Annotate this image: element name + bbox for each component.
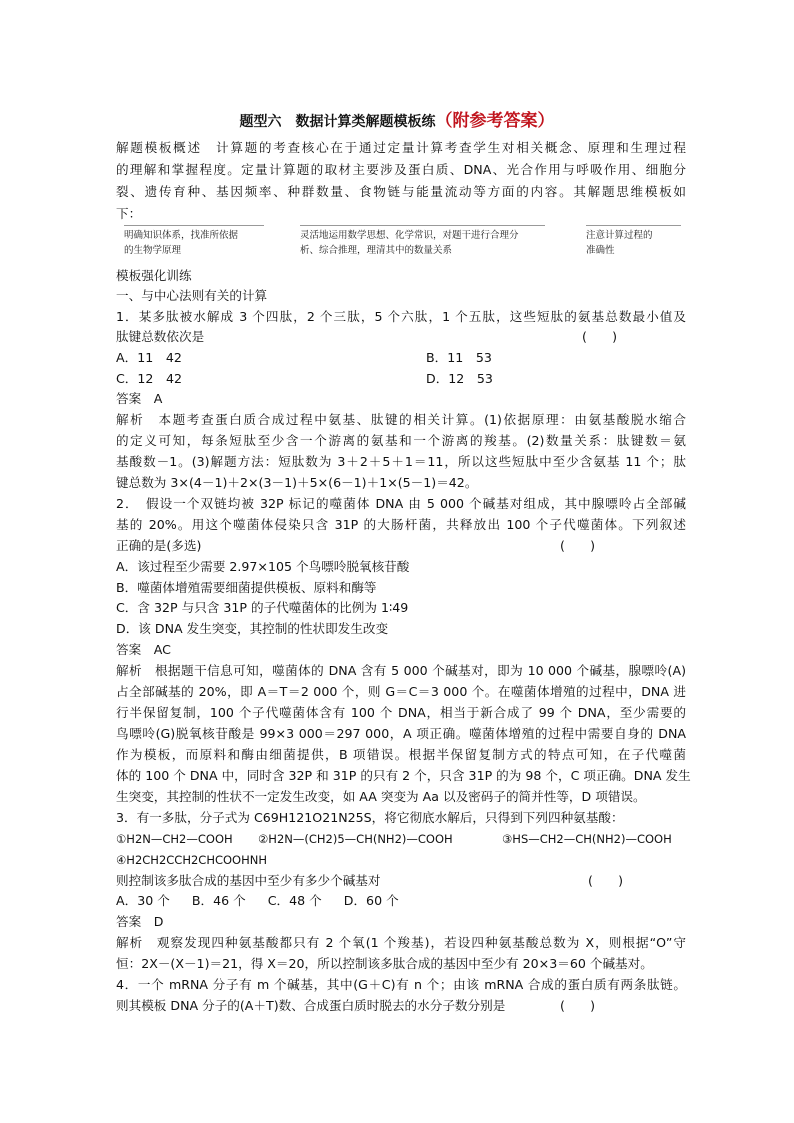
- overview-line: 的理解和掌握程度。定量计算题的取材主要涉及蛋白质、DNA、光合作用与呼吸作用、细胞分: [116, 162, 686, 177]
- q4-stem: 4．一个 mRNA 分子有 m 个碱基，其中(G＋C)有 n 个；由该 mRNA 合成的蛋白质有两条肽链。: [116, 977, 686, 992]
- q2-stem: 基的 20%。用这个噬菌体侵染只含 31P 的大肠杆菌，共释放出 100 个子代噬菌体。下列叙述: [116, 517, 686, 532]
- q3-stem: 3．有一多肽，分子式为 C69H121O21N25S，将它彻底水解后，只得到下列四种氨基酸：: [116, 810, 624, 825]
- q4-answer-blank: ( ): [560, 998, 596, 1013]
- section-heading: 模板强化训练: [116, 268, 192, 283]
- q2-analysis-line: 作为模板，而原料和酶由细菌提供，B 项错误。根据半保留复制方式的特点可知，在子代噬菌: [116, 747, 686, 762]
- q2-analysis-line: 解析 根据题干信息可知，噬菌体的 DNA 含有 5 000 个碱基对，即为 10 000 个碱基，腺嘌呤(A): [116, 663, 686, 678]
- q1-option-b: B．11 53: [426, 350, 492, 365]
- q3-amino-acid-3: ③HS—CH2—CH(NH2)—COOH: [502, 832, 672, 846]
- page-title: [0, 106, 794, 131]
- q3-option-d: D．60 个: [343, 893, 399, 908]
- q4-stem: 则其模板 DNA 分子的(A＋T)数、合成蛋白质时脱去的水分子数分别是: [116, 998, 506, 1013]
- q3-answer-blank: ( ): [588, 873, 624, 888]
- q3-amino-acid-1: ①H2N—CH2—COOH: [116, 832, 233, 846]
- q1-options-row: [116, 348, 686, 368]
- q1-option-c: C．12 42: [116, 371, 183, 386]
- flow-step-2: 灵活地运用数学思想、化学常识，对题干进行合理分 析、综合推理，理清其中的数量关系: [300, 228, 560, 258]
- q1-option-d: D．12 53: [426, 371, 493, 386]
- q1-analysis-line: 的定义可知，每条短肽至少含一个游离的氨基和一个游离的羧基。(2)数量关系：肽键数＝氨: [116, 433, 686, 448]
- q1-analysis-line: 键总数为 3×(4－1)＋2×(3－1)＋5×(6－1)＋1×(5－1)＝42。: [116, 475, 478, 490]
- q2-analysis-line: 鸟嘌呤(G)脱氧核苷酸是 99×3 000＝297 000，A 项正确。噬菌体增殖的过程中需要自身的 DNA: [116, 726, 686, 741]
- q2-answer: 答案 AC: [116, 642, 171, 657]
- q1-options-row: [116, 369, 686, 389]
- q2-analysis-line: 占全部碱基的 20%，即 A＝T＝2 000 个，则 G＝C＝3 000 个。在噬菌体增殖的过程中，DNA 进: [116, 684, 686, 699]
- q1-analysis-line: 解析 本题考查蛋白质合成过程中氨基、肽键的相关计算。(1)依据原理：由氨基酸脱水缩合: [116, 412, 686, 427]
- overview-line: 裂、遗传育种、基因频率、种群数量、食物链与能量流动等方面的内容。其解题思维模板如: [116, 184, 686, 199]
- q2-option-a: A．该过程至少需要 2.97×105 个鸟嘌呤脱氧核苷酸: [116, 559, 410, 574]
- q3-answer: 答案 D: [116, 914, 164, 929]
- q3-amino-acid-row: [116, 829, 686, 849]
- q2-answer-blank: ( ): [560, 538, 596, 553]
- q3-option-c: C．48 个: [267, 893, 322, 908]
- q1-stem: 肽键总数依次是: [116, 329, 205, 344]
- title-main: 题型六 数据计算类解题模板练: [239, 114, 436, 130]
- q1-stem: 1．某多肽被水解成 3 个四肽，2 个三肽，5 个六肽，1 个五肽，这些短肽的氨基总数最小值及: [116, 309, 686, 324]
- section-subheading: 一、与中心法则有关的计算: [116, 288, 268, 303]
- q2-analysis-line: 行半保留复制，100 个子代噬菌体含有 100 个 DNA，相当于新合成了 99 个 DNA，至少需要的: [116, 705, 686, 720]
- flow-step-1: 明确知识体系，找准所依据 的生物学原理: [124, 228, 274, 258]
- q3-option-a: A．30 个: [116, 893, 170, 908]
- q3-analysis-line: 恒：2X－(X－1)＝21，得 X＝20，所以控制该多肽合成的基因中至少有 20×3＝60 个碱基对。: [116, 956, 653, 971]
- overview-line: 解题模板概述 计算题的考查核心在于通过定量计算考查学生对相关概念、原理和生理过程: [116, 140, 686, 155]
- q3-amino-acid-4: ④H2CH2CCH2CHCOOHNH: [116, 853, 267, 867]
- q1-analysis-line: 基酸数－1。(3)解题方法：短肽数为 3＋2＋5＋1＝11，所以这些短肽中至少含氨基 11 个；肽: [116, 454, 686, 469]
- q3-amino-acid-2: ②H2N—(CH2)5—CH(NH2)—COOH: [258, 832, 453, 846]
- q2-stem: 正确的是(多选): [116, 538, 202, 553]
- q1-answer-blank: ( ): [582, 329, 618, 344]
- q1-answer: 答案 A: [116, 391, 163, 406]
- overview-line: 下：: [116, 206, 142, 221]
- q2-option-b: B．噬菌体增殖需要细菌提供模板、原料和酶等: [116, 580, 377, 595]
- q3-options-row: [116, 891, 686, 911]
- q2-analysis-line: 体的 100 个 DNA 中，同时含 32P 和 31P 的只有 2 个，只含 31P 的为 98 个，C 项正确。DNA 发生: [116, 768, 691, 783]
- flow-step-3: 注意计算过程的 准确性: [586, 228, 696, 258]
- q3-analysis-line: 解析 观察发现四种氨基酸都只有 2 个氧(1 个羧基)，若设四种氨基酸总数为 X，则根据“O”守: [116, 935, 686, 950]
- q2-option-d: D．该 DNA 发生突变，其控制的性状即发生改变: [116, 621, 389, 636]
- title-answer-note: （附参考答案）: [435, 111, 555, 131]
- q2-option-c: C．含 32P 与只含 31P 的子代噬菌体的比例为 1∶49: [116, 600, 409, 615]
- q2-stem: 2． 假设一个双链均被 32P 标记的噬菌体 DNA 由 5 000 个碱基对组成，其中腺嘌呤占全部碱: [116, 496, 686, 511]
- q1-option-a: A．11 42: [116, 350, 182, 365]
- q3-question: 则控制该多肽合成的基因中至少有多少个碱基对: [116, 873, 381, 888]
- q2-analysis-line: 生突变，其控制的性状不一定发生改变，如 AA 突变为 Aa 以及密码子的简并性等，D 项错误。: [116, 789, 646, 804]
- q3-option-b: B．46 个: [191, 893, 246, 908]
